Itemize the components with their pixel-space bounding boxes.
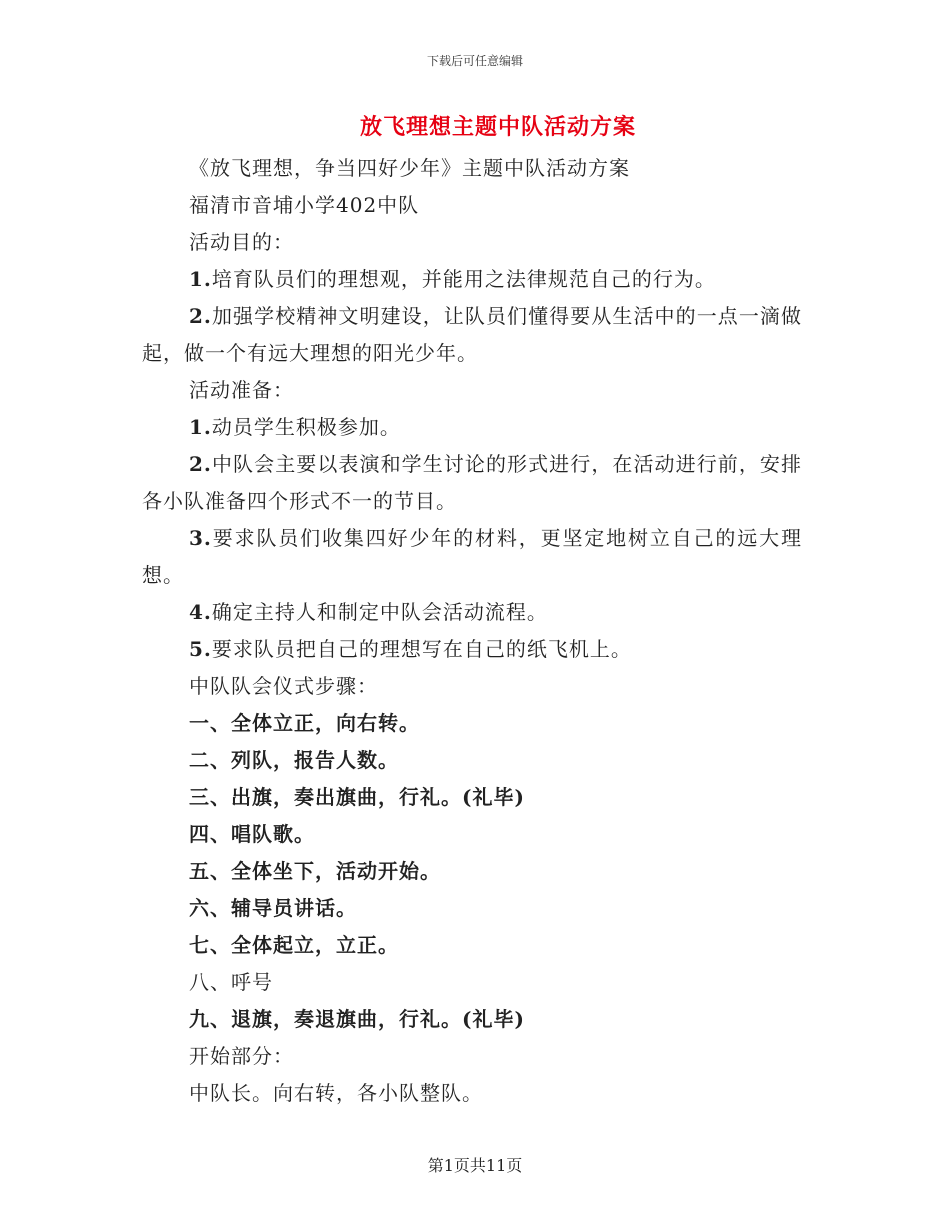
ceremony-step: 八、呼号 bbox=[189, 970, 273, 994]
ceremony-step: 三、出旗，奏出旗曲，行礼。(礼毕) bbox=[189, 785, 525, 809]
paragraph: 1.培育队员们的理想观，并能用之法律规范自己的行为。 bbox=[189, 267, 716, 291]
paragraph: 活动准备： bbox=[189, 378, 294, 402]
ceremony-step: 五、全体坐下，活动开始。 bbox=[189, 859, 441, 883]
paragraph: 5.要求队员把自己的理想写在自己的纸飞机上。 bbox=[189, 637, 632, 661]
paragraph: 开始部分： bbox=[189, 1044, 294, 1068]
header-note: 下载后可任意编辑 bbox=[426, 54, 523, 68]
paragraph: 2.中队会主要以表演和学生讨论的形式进行，在活动进行前，安排各小队准备四个形式不一的节目。 bbox=[142, 452, 802, 513]
ceremony-step: 七、全体起立，立正。 bbox=[189, 933, 399, 957]
paragraph: 3.要求队员们收集四好少年的材料，更坚定地树立自己的远大理想。 bbox=[142, 526, 802, 587]
paragraph: 中队长。向右转，各小队整队。 bbox=[189, 1081, 483, 1105]
paragraph: 1.动员学生积极参加。 bbox=[189, 415, 401, 439]
paragraph: 4.确定主持人和制定中队会活动流程。 bbox=[189, 600, 548, 624]
ceremony-step: 一、全体立正，向右转。 bbox=[189, 711, 420, 735]
document-body bbox=[142, 150, 802, 1112]
paragraph: 中队队会仪式步骤： bbox=[189, 674, 378, 698]
ceremony-step: 四、唱队歌。 bbox=[189, 822, 315, 846]
page-footer: 第1页共11页 bbox=[427, 1156, 523, 1175]
paragraph: 活动目的： bbox=[189, 230, 294, 254]
document-title: 放飞理想主题中队活动方案 bbox=[359, 114, 636, 140]
ceremony-step: 九、退旗，奏退旗曲，行礼。(礼毕) bbox=[189, 1007, 525, 1031]
paragraph: 福清市音埔小学402中队 bbox=[189, 193, 420, 217]
ceremony-step: 二、列队，报告人数。 bbox=[189, 748, 399, 772]
paragraph: 《放飞理想，争当四好少年》主题中队活动方案 bbox=[189, 156, 630, 180]
ceremony-step: 六、辅导员讲话。 bbox=[189, 896, 357, 920]
paragraph: 2.加强学校精神文明建设，让队员们懂得要从生活中的一点一滴做起，做一个有远大理想的阳光少年。 bbox=[142, 304, 802, 365]
